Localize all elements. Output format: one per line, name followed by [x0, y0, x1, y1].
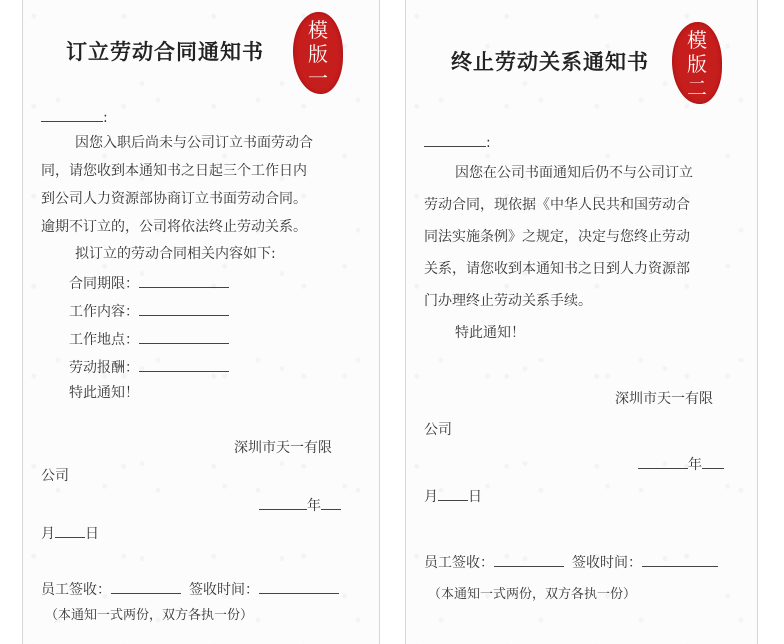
notice-title: 终止劳动关系通知书	[451, 50, 649, 74]
fields-intro: 拟订立的劳动合同相关内容如下:	[75, 246, 276, 262]
sign-time-blank	[642, 551, 718, 567]
body-line: 同，请您收到本通知书之日起三个工作日内	[41, 163, 307, 179]
signature-row: 员工签收： 签收时间：	[41, 578, 339, 600]
field-job-content: 工作内容：	[69, 300, 229, 322]
date-year: 年	[638, 453, 724, 475]
field-work-location: 工作地点：	[69, 328, 229, 350]
field-blank	[139, 356, 229, 372]
company-name: 深圳市天一有限	[234, 440, 332, 456]
company-name: 深圳市天一有限	[615, 391, 713, 407]
recipient-line: :	[41, 106, 108, 128]
year-blank	[638, 453, 688, 469]
recipient-blank	[41, 106, 103, 122]
recipient-line: :	[424, 131, 491, 153]
day-blank	[438, 485, 468, 501]
notice-title: 订立劳动合同通知书	[66, 40, 264, 64]
field-remuneration: 劳动报酬：	[69, 356, 229, 378]
date-month-day: 月 日	[424, 485, 482, 507]
template-seal-stamp: 模 版 一	[293, 12, 343, 94]
day-blank	[55, 522, 85, 538]
closing-text: 特此通知！	[69, 385, 139, 401]
body-line: 门办理终止劳动关系手续。	[424, 293, 592, 309]
body-line: 逾期不订立的，公司将依法终止劳动关系。	[41, 219, 307, 235]
body-line: 同法实施条例》之规定，决定与您终止劳动	[424, 229, 690, 245]
body-line: 关系，请您收到本通知书之日到人力资源部	[424, 261, 690, 277]
body-line: 因您在公司书面通知后仍不与公司订立	[455, 165, 693, 181]
field-blank	[139, 328, 229, 344]
date-month-day: 月 日	[41, 522, 99, 544]
template-seal-stamp: 模 版 二	[672, 22, 722, 104]
employee-sign-blank	[111, 578, 181, 594]
recipient-blank	[424, 131, 486, 147]
date-year: 年	[259, 494, 341, 516]
month-blank	[702, 453, 724, 469]
copies-note: （本通知一式两份，双方各执一份）	[428, 587, 637, 602]
employee-sign-blank	[494, 551, 564, 567]
year-blank	[259, 494, 307, 510]
signature-row: 员工签收： 签收时间：	[424, 551, 718, 573]
closing-text: 特此通知！	[455, 325, 525, 341]
notice-sheet-1	[22, 0, 380, 644]
notice-sheet-2	[405, 0, 758, 644]
body-line: 因您入职后尚未与公司订立书面劳动合	[75, 135, 313, 151]
company-name-cont: 公司	[424, 422, 452, 438]
field-contract-term: 合同期限：	[69, 272, 229, 294]
month-blank	[321, 494, 341, 510]
sign-time-blank	[259, 578, 339, 594]
body-line: 到公司人力资源部协商订立书面劳动合同。	[41, 191, 307, 207]
field-blank	[139, 272, 229, 288]
copies-note: （本通知一式两份，双方各执一份）	[45, 608, 254, 623]
company-name-cont: 公司	[41, 468, 69, 484]
field-blank	[139, 300, 229, 316]
body-line: 劳动合同，现依据《中华人民共和国劳动合	[424, 197, 690, 213]
